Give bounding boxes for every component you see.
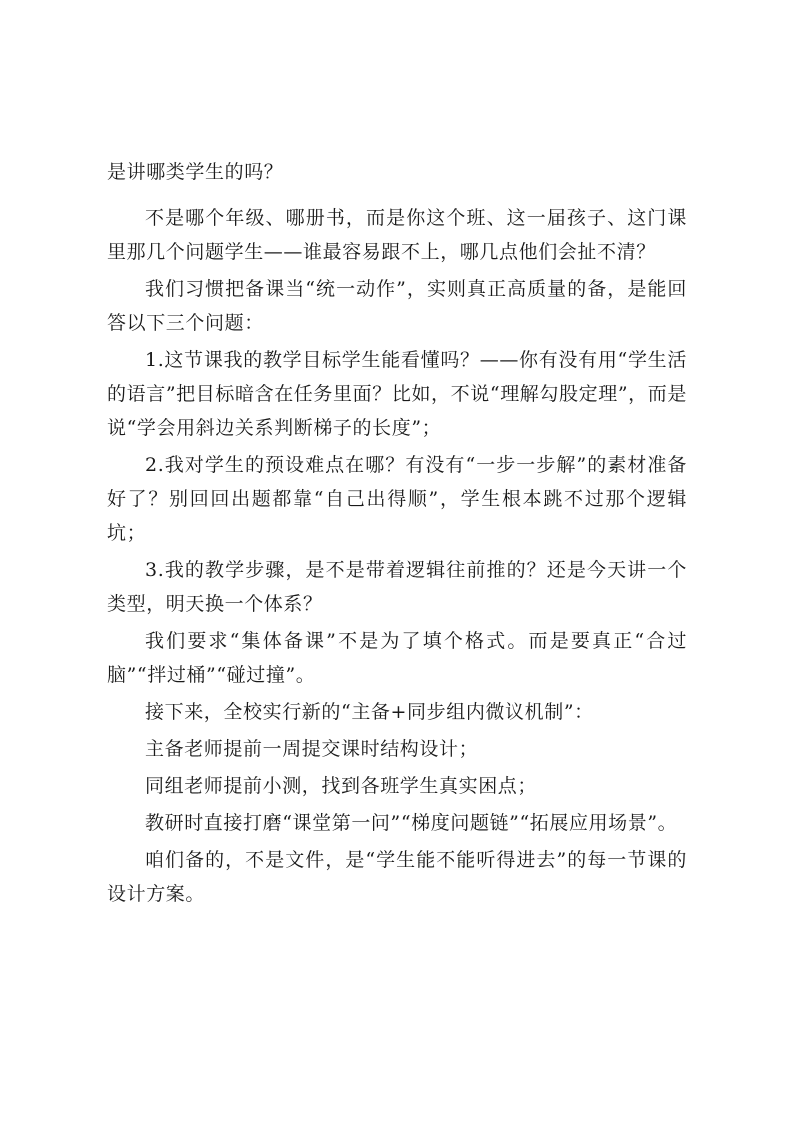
- paragraph-question-3: 3.我的教学步骤，是不是带着逻辑往前推的？还是今天讲一个类型，明天换一个体系？: [107, 559, 687, 615]
- paragraph-group-teachers: 同组老师提前小测，找到各班学生真实困点；: [145, 775, 538, 797]
- paragraph-question-2: 2.我对学生的预设难点在哪？有没有“一步一步解”的素材准备好了？别回回出题都靠“自己出得顺”，学生根本跳不过那个逻辑坑；: [107, 454, 687, 544]
- paragraph-conclusion: 咱们备的，不是文件，是“学生能不能听得进去”的每一节课的设计方案。: [107, 849, 687, 905]
- paragraph-question-scope: 不是哪个年级、哪册书，而是你这个班、这一届孩子、这门课里那几个问题学生——谁最容易跟不上，哪几点他们会扯不清？: [107, 207, 687, 263]
- paragraph-question-1: 1.这节课我的教学目标学生能看懂吗？——你有没有用“学生活的语言”把目标暗含在任务里面？比如，不说“理解勾股定理”，而是说“学会用斜边关系判断梯子的长度”；: [107, 349, 687, 439]
- paragraph-collective-prep: 我们要求“集体备课”不是为了填个格式。而是要真正“合过脑”“拌过桶”“碰过撞”。: [107, 630, 687, 686]
- document-body: [107, 155, 687, 911]
- paragraph-lead-teacher: 主备老师提前一周提交课时结构设计；: [145, 738, 479, 760]
- paragraph-new-mechanism: 接下来，全校实行新的“主备+同步组内微议机制”：: [145, 701, 594, 723]
- paragraph-three-questions-intro: 我们习惯把备课当“统一动作”，实则真正高质量的备，是能回答以下三个问题：: [107, 278, 687, 334]
- paragraph-research-session: 教研时直接打磨“课堂第一问”“梯度问题链”“拓展应用场景”。: [145, 812, 678, 834]
- paragraph-continuation: 是讲哪类学生的吗？: [107, 161, 284, 183]
